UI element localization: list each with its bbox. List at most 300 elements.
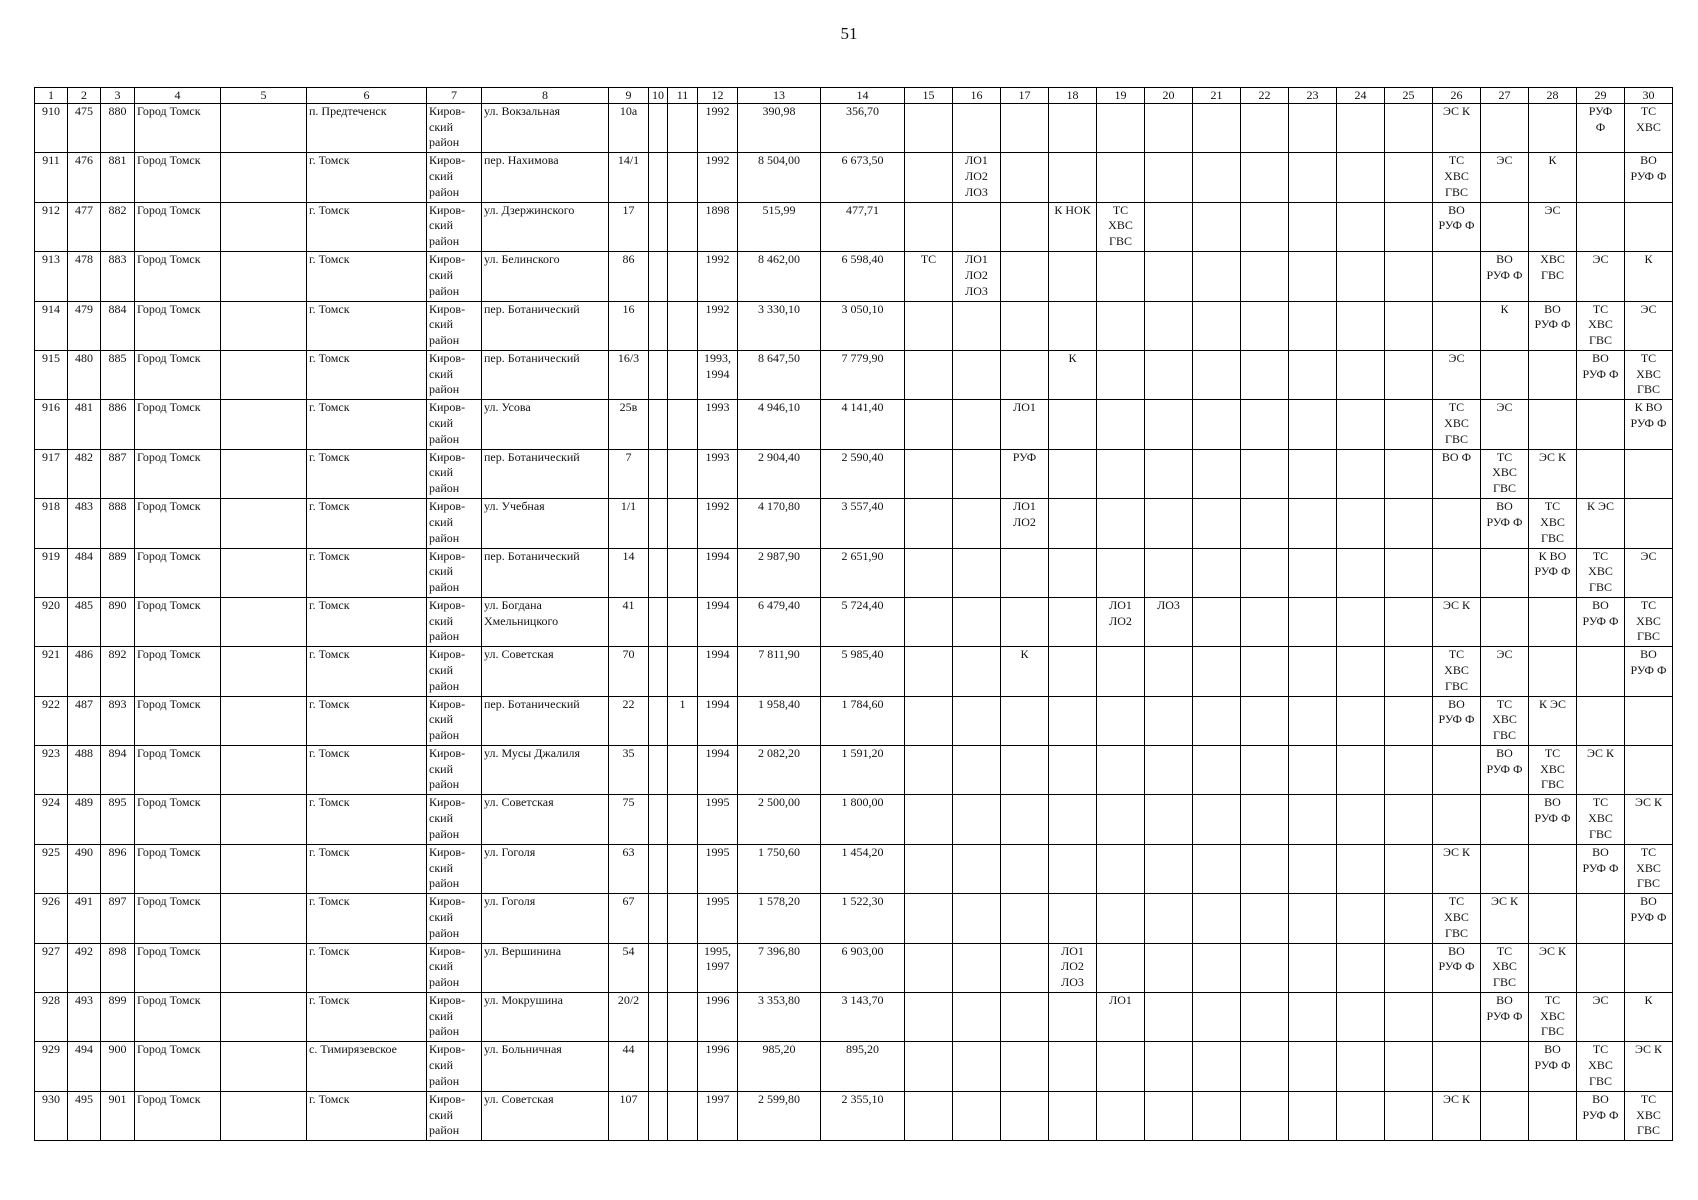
table-cell: 1996 bbox=[698, 1042, 738, 1091]
column-header: 8 bbox=[482, 88, 609, 104]
table-cell: ТС ХВС ГВС bbox=[1625, 597, 1673, 646]
table-cell bbox=[1433, 1042, 1481, 1091]
table-cell bbox=[953, 844, 1001, 893]
table-cell bbox=[1481, 548, 1529, 597]
table-cell bbox=[1481, 795, 1529, 844]
table-cell bbox=[1049, 844, 1097, 893]
table-cell: РУФ Ф bbox=[1577, 104, 1625, 153]
table-cell: 5 724,40 bbox=[821, 597, 905, 646]
table-cell: 913 bbox=[35, 252, 68, 301]
table-cell bbox=[1049, 597, 1097, 646]
table-cell: ТС ХВС ГВС bbox=[1481, 696, 1529, 745]
column-header: 25 bbox=[1385, 88, 1433, 104]
table-cell: 3 557,40 bbox=[821, 499, 905, 548]
table-cell: 6 673,50 bbox=[821, 153, 905, 202]
table-cell: 1 454,20 bbox=[821, 844, 905, 893]
table-cell bbox=[1385, 795, 1433, 844]
table-cell: Город Томск bbox=[135, 894, 221, 943]
table-cell bbox=[1193, 943, 1241, 992]
table-cell: ЭС bbox=[1481, 400, 1529, 449]
table-cell bbox=[1193, 1091, 1241, 1140]
table-cell bbox=[1193, 400, 1241, 449]
table-cell: 912 bbox=[35, 202, 68, 251]
table-cell: 880 bbox=[101, 104, 135, 153]
table-cell: 900 bbox=[101, 1042, 135, 1091]
table-cell bbox=[1145, 202, 1193, 251]
column-header: 11 bbox=[668, 88, 698, 104]
table-cell: К ВО РУФ Ф bbox=[1625, 400, 1673, 449]
table-cell: 6 598,40 bbox=[821, 252, 905, 301]
table-cell bbox=[1289, 993, 1337, 1042]
table-cell bbox=[221, 647, 307, 696]
table-cell: 477,71 bbox=[821, 202, 905, 251]
table-cell: 892 bbox=[101, 647, 135, 696]
table-cell: Город Томск bbox=[135, 647, 221, 696]
table-cell bbox=[1001, 1091, 1049, 1140]
table-cell bbox=[1097, 943, 1145, 992]
table-cell bbox=[1577, 943, 1625, 992]
table-cell bbox=[1193, 597, 1241, 646]
table-cell bbox=[1433, 499, 1481, 548]
table-cell: 17 bbox=[609, 202, 649, 251]
table-cell bbox=[1337, 202, 1385, 251]
table-cell bbox=[1289, 1042, 1337, 1091]
table-cell: пер. Ботанический bbox=[482, 449, 609, 498]
table-cell: 914 bbox=[35, 301, 68, 350]
table-cell bbox=[1337, 301, 1385, 350]
table-cell: ул. Дзержинского bbox=[482, 202, 609, 251]
table-cell bbox=[953, 597, 1001, 646]
table-cell bbox=[1193, 153, 1241, 202]
table-cell bbox=[1097, 548, 1145, 597]
table-cell: 2 987,90 bbox=[738, 548, 821, 597]
table-cell: 7 bbox=[609, 449, 649, 498]
table-cell bbox=[905, 647, 953, 696]
table-cell bbox=[1625, 696, 1673, 745]
column-header: 24 bbox=[1337, 88, 1385, 104]
table-cell bbox=[649, 647, 668, 696]
table-cell: Город Томск bbox=[135, 499, 221, 548]
table-cell bbox=[905, 350, 953, 399]
table-cell bbox=[668, 104, 698, 153]
table-cell bbox=[1193, 301, 1241, 350]
table-cell bbox=[1145, 696, 1193, 745]
table-cell bbox=[649, 1042, 668, 1091]
table-cell: 1 800,00 bbox=[821, 795, 905, 844]
table-cell: пер. Ботанический bbox=[482, 548, 609, 597]
table-cell bbox=[1577, 696, 1625, 745]
table-cell bbox=[1289, 597, 1337, 646]
table-cell: ВО РУФ Ф bbox=[1577, 350, 1625, 399]
table-cell bbox=[649, 746, 668, 795]
table-cell: ТС ХВС ГВС bbox=[1433, 153, 1481, 202]
table-cell: 41 bbox=[609, 597, 649, 646]
table-cell: ЛО1 ЛО2 bbox=[1097, 597, 1145, 646]
table-cell: 921 bbox=[35, 647, 68, 696]
table-cell: 86 bbox=[609, 252, 649, 301]
table-cell bbox=[1145, 400, 1193, 449]
table-cell: 1995 bbox=[698, 894, 738, 943]
table-cell: 2 500,00 bbox=[738, 795, 821, 844]
table-row bbox=[35, 548, 1673, 597]
table-cell: 8 462,00 bbox=[738, 252, 821, 301]
table-cell: К ЭС bbox=[1577, 499, 1625, 548]
table-cell bbox=[905, 696, 953, 745]
column-header: 5 bbox=[221, 88, 307, 104]
table-cell: ЭС bbox=[1625, 548, 1673, 597]
table-cell bbox=[1385, 894, 1433, 943]
table-cell: 482 bbox=[68, 449, 101, 498]
table-cell bbox=[1049, 894, 1097, 943]
table-cell: пер. Ботанический bbox=[482, 350, 609, 399]
table-cell: 2 904,40 bbox=[738, 449, 821, 498]
table-cell bbox=[905, 1091, 953, 1140]
table-cell bbox=[1049, 301, 1097, 350]
table-cell bbox=[1529, 400, 1577, 449]
table-cell bbox=[1097, 1042, 1145, 1091]
table-cell: пер. Ботанический bbox=[482, 696, 609, 745]
table-cell: 985,20 bbox=[738, 1042, 821, 1091]
table-cell bbox=[668, 597, 698, 646]
table-cell bbox=[1049, 252, 1097, 301]
table-cell bbox=[649, 400, 668, 449]
table-cell: ЭС К bbox=[1433, 104, 1481, 153]
table-cell: ВО РУФ Ф bbox=[1529, 1042, 1577, 1091]
table-cell: ВО РУФ Ф bbox=[1625, 153, 1673, 202]
table-cell: 918 bbox=[35, 499, 68, 548]
table-cell bbox=[1097, 647, 1145, 696]
table-cell bbox=[1337, 1042, 1385, 1091]
table-cell: г. Томск bbox=[307, 153, 427, 202]
table-cell: ТС ХВС ГВС bbox=[1481, 449, 1529, 498]
table-cell: ВО РУФ Ф bbox=[1625, 647, 1673, 696]
column-header: 10 bbox=[649, 88, 668, 104]
table-cell bbox=[905, 400, 953, 449]
table-row bbox=[35, 746, 1673, 795]
table-cell bbox=[1337, 696, 1385, 745]
table-cell bbox=[1529, 894, 1577, 943]
table-cell bbox=[953, 1042, 1001, 1091]
table-cell bbox=[953, 943, 1001, 992]
table-cell: ЭС К bbox=[1625, 1042, 1673, 1091]
table-cell bbox=[221, 252, 307, 301]
table-cell bbox=[1193, 746, 1241, 795]
table-cell: 6 479,40 bbox=[738, 597, 821, 646]
column-header: 9 bbox=[609, 88, 649, 104]
table-cell: 1992 bbox=[698, 252, 738, 301]
table-cell: 1995 bbox=[698, 795, 738, 844]
table-cell bbox=[668, 400, 698, 449]
table-cell bbox=[1385, 252, 1433, 301]
table-cell: 884 bbox=[101, 301, 135, 350]
table-cell bbox=[1145, 153, 1193, 202]
table-cell bbox=[1529, 647, 1577, 696]
column-header: 7 bbox=[427, 88, 482, 104]
table-cell bbox=[1193, 696, 1241, 745]
table-cell: Город Томск bbox=[135, 1042, 221, 1091]
table-cell bbox=[1385, 350, 1433, 399]
column-header: 20 bbox=[1145, 88, 1193, 104]
table-cell bbox=[1097, 1091, 1145, 1140]
table-cell bbox=[1049, 746, 1097, 795]
table-cell bbox=[1241, 1091, 1289, 1140]
table-cell bbox=[1241, 350, 1289, 399]
table-cell bbox=[668, 350, 698, 399]
table-cell bbox=[1337, 746, 1385, 795]
table-cell: 1995, 1997 bbox=[698, 943, 738, 992]
table-cell bbox=[1145, 943, 1193, 992]
table-cell bbox=[1001, 301, 1049, 350]
table-cell bbox=[1529, 104, 1577, 153]
table-cell: 486 bbox=[68, 647, 101, 696]
table-cell bbox=[668, 993, 698, 1042]
table-cell: г. Томск bbox=[307, 1091, 427, 1140]
table-cell bbox=[953, 993, 1001, 1042]
table-cell: 107 bbox=[609, 1091, 649, 1140]
table-row bbox=[35, 696, 1673, 745]
table-cell: 14 bbox=[609, 548, 649, 597]
column-header: 28 bbox=[1529, 88, 1577, 104]
table-cell: 2 082,20 bbox=[738, 746, 821, 795]
table-cell: ул. Гоголя bbox=[482, 844, 609, 893]
table-cell: К bbox=[1049, 350, 1097, 399]
table-cell: 882 bbox=[101, 202, 135, 251]
table-cell bbox=[953, 202, 1001, 251]
column-header: 2 bbox=[68, 88, 101, 104]
table-cell: Киров- ский район bbox=[427, 153, 482, 202]
table-cell: 928 bbox=[35, 993, 68, 1042]
table-cell: ВО Ф bbox=[1433, 449, 1481, 498]
table-cell bbox=[1097, 252, 1145, 301]
table-cell bbox=[1577, 894, 1625, 943]
table-cell: г. Томск bbox=[307, 350, 427, 399]
table-cell bbox=[1193, 104, 1241, 153]
table-row bbox=[35, 202, 1673, 251]
table-cell bbox=[1385, 449, 1433, 498]
table-cell bbox=[1289, 252, 1337, 301]
table-cell: г. Томск bbox=[307, 499, 427, 548]
table-cell bbox=[1001, 993, 1049, 1042]
table-cell: ЛО1 bbox=[1097, 993, 1145, 1042]
table-cell bbox=[221, 449, 307, 498]
table-cell bbox=[1097, 844, 1145, 893]
table-cell bbox=[1625, 449, 1673, 498]
table-cell: 887 bbox=[101, 449, 135, 498]
table-cell bbox=[1145, 647, 1193, 696]
table-cell bbox=[221, 894, 307, 943]
table-cell: г. Томск bbox=[307, 795, 427, 844]
table-cell: 491 bbox=[68, 894, 101, 943]
table-cell: Город Томск bbox=[135, 104, 221, 153]
column-header: 4 bbox=[135, 88, 221, 104]
table-cell: 25в bbox=[609, 400, 649, 449]
table-cell bbox=[1145, 795, 1193, 844]
table-cell bbox=[1049, 696, 1097, 745]
table-cell bbox=[953, 696, 1001, 745]
table-cell: К ЭС bbox=[1529, 696, 1577, 745]
table-cell bbox=[1049, 153, 1097, 202]
table-cell bbox=[1001, 153, 1049, 202]
table-cell: ТС ХВС ГВС bbox=[1529, 499, 1577, 548]
table-cell bbox=[1145, 104, 1193, 153]
table-cell: 7 396,80 bbox=[738, 943, 821, 992]
table-cell bbox=[1385, 844, 1433, 893]
table-cell: Город Томск bbox=[135, 1091, 221, 1140]
table-cell: Киров- ский район bbox=[427, 400, 482, 449]
table-row bbox=[35, 499, 1673, 548]
table-cell bbox=[1289, 894, 1337, 943]
column-header: 29 bbox=[1577, 88, 1625, 104]
table-cell bbox=[649, 499, 668, 548]
table-cell bbox=[1241, 301, 1289, 350]
table-cell bbox=[1433, 548, 1481, 597]
table-cell: 478 bbox=[68, 252, 101, 301]
table-cell: ул. Советская bbox=[482, 795, 609, 844]
table-cell bbox=[1481, 1042, 1529, 1091]
table-cell: 3 330,10 bbox=[738, 301, 821, 350]
table-cell: Киров- ский район bbox=[427, 350, 482, 399]
table-cell: ЭС К bbox=[1529, 943, 1577, 992]
table-cell: ул. Учебная bbox=[482, 499, 609, 548]
table-cell bbox=[649, 993, 668, 1042]
table-cell bbox=[1193, 350, 1241, 399]
table-cell: ТС ХВС ГВС bbox=[1529, 993, 1577, 1042]
table-cell: г. Томск bbox=[307, 548, 427, 597]
table-cell: 2 651,90 bbox=[821, 548, 905, 597]
table-cell bbox=[1241, 1042, 1289, 1091]
table-cell bbox=[1145, 993, 1193, 1042]
table-cell: г. Томск bbox=[307, 400, 427, 449]
page-number: 51 bbox=[840, 24, 858, 43]
table-cell: 899 bbox=[101, 993, 135, 1042]
table-cell: 4 141,40 bbox=[821, 400, 905, 449]
table-cell bbox=[1097, 696, 1145, 745]
table-cell bbox=[953, 647, 1001, 696]
table-cell bbox=[1481, 350, 1529, 399]
table-cell bbox=[1097, 153, 1145, 202]
table-cell: ЛО1 ЛО2 ЛО3 bbox=[953, 252, 1001, 301]
table-cell bbox=[649, 252, 668, 301]
table-cell bbox=[953, 400, 1001, 449]
table-cell: 925 bbox=[35, 844, 68, 893]
table-cell bbox=[668, 548, 698, 597]
table-body bbox=[35, 104, 1673, 1141]
table-cell: ЭС К bbox=[1529, 449, 1577, 498]
table-cell: ТС bbox=[905, 252, 953, 301]
table-cell: 1 784,60 bbox=[821, 696, 905, 745]
table-cell bbox=[1385, 301, 1433, 350]
table-cell: Город Томск bbox=[135, 993, 221, 1042]
table-cell bbox=[1337, 548, 1385, 597]
table-cell bbox=[1625, 746, 1673, 795]
table-cell: 894 bbox=[101, 746, 135, 795]
table-cell bbox=[221, 400, 307, 449]
table-cell: 75 bbox=[609, 795, 649, 844]
table-cell: 4 946,10 bbox=[738, 400, 821, 449]
table-cell: 1993 bbox=[698, 400, 738, 449]
table-cell: 1 578,20 bbox=[738, 894, 821, 943]
table-cell: 886 bbox=[101, 400, 135, 449]
table-cell: 489 bbox=[68, 795, 101, 844]
table-cell bbox=[1193, 449, 1241, 498]
table-cell bbox=[905, 449, 953, 498]
table-cell: ЭС К bbox=[1481, 894, 1529, 943]
table-row bbox=[35, 400, 1673, 449]
table-cell bbox=[1385, 499, 1433, 548]
table-cell bbox=[1193, 647, 1241, 696]
table-cell: 901 bbox=[101, 1091, 135, 1140]
table-cell: ТС ХВС ГВС bbox=[1625, 350, 1673, 399]
table-cell: Киров- ский район bbox=[427, 252, 482, 301]
table-cell bbox=[1001, 1042, 1049, 1091]
table-cell: 3 353,80 bbox=[738, 993, 821, 1042]
table-cell: ТС ХВС ГВС bbox=[1097, 202, 1145, 251]
table-cell: ЭС К bbox=[1625, 795, 1673, 844]
table-cell bbox=[1577, 449, 1625, 498]
table-cell bbox=[1385, 597, 1433, 646]
table-cell: 929 bbox=[35, 1042, 68, 1091]
table-cell bbox=[1385, 400, 1433, 449]
table-cell bbox=[1337, 894, 1385, 943]
table-cell bbox=[1241, 993, 1289, 1042]
table-cell bbox=[953, 746, 1001, 795]
table-cell bbox=[1001, 795, 1049, 844]
table-cell bbox=[1337, 499, 1385, 548]
table-cell: ТС ХВС ГВС bbox=[1433, 400, 1481, 449]
table-cell: ТС ХВС ГВС bbox=[1433, 647, 1481, 696]
table-cell: ул. Больничная bbox=[482, 1042, 609, 1091]
table-cell: Город Томск bbox=[135, 548, 221, 597]
table-row bbox=[35, 1042, 1673, 1091]
table-cell: 493 bbox=[68, 993, 101, 1042]
table-cell: 1992 bbox=[698, 153, 738, 202]
table-cell bbox=[1481, 844, 1529, 893]
table-cell: 7 811,90 bbox=[738, 647, 821, 696]
column-header: 13 bbox=[738, 88, 821, 104]
table-cell: Киров- ский район bbox=[427, 1042, 482, 1091]
table-cell bbox=[221, 301, 307, 350]
table-cell bbox=[668, 252, 698, 301]
table-cell: К bbox=[1529, 153, 1577, 202]
table-cell: ВО РУФ Ф bbox=[1433, 202, 1481, 251]
table-cell: 476 bbox=[68, 153, 101, 202]
table-cell: 494 bbox=[68, 1042, 101, 1091]
column-header: 1 bbox=[35, 88, 68, 104]
table-cell bbox=[1337, 795, 1385, 844]
table-cell bbox=[1049, 548, 1097, 597]
table-cell bbox=[1145, 746, 1193, 795]
table-cell bbox=[1097, 746, 1145, 795]
table-cell bbox=[1001, 350, 1049, 399]
table-cell: 895 bbox=[101, 795, 135, 844]
column-header: 23 bbox=[1289, 88, 1337, 104]
column-header: 3 bbox=[101, 88, 135, 104]
column-header: 19 bbox=[1097, 88, 1145, 104]
table-cell: г. Томск bbox=[307, 993, 427, 1042]
table-cell bbox=[1577, 647, 1625, 696]
table-cell bbox=[1097, 350, 1145, 399]
table-cell bbox=[649, 153, 668, 202]
table-cell: 883 bbox=[101, 252, 135, 301]
column-header: 12 bbox=[698, 88, 738, 104]
table-cell bbox=[1193, 548, 1241, 597]
column-header: 14 bbox=[821, 88, 905, 104]
table-cell: ЭС bbox=[1481, 153, 1529, 202]
table-cell: Город Томск bbox=[135, 597, 221, 646]
table-cell bbox=[668, 449, 698, 498]
table-cell: 7 779,90 bbox=[821, 350, 905, 399]
table-cell: 67 bbox=[609, 894, 649, 943]
